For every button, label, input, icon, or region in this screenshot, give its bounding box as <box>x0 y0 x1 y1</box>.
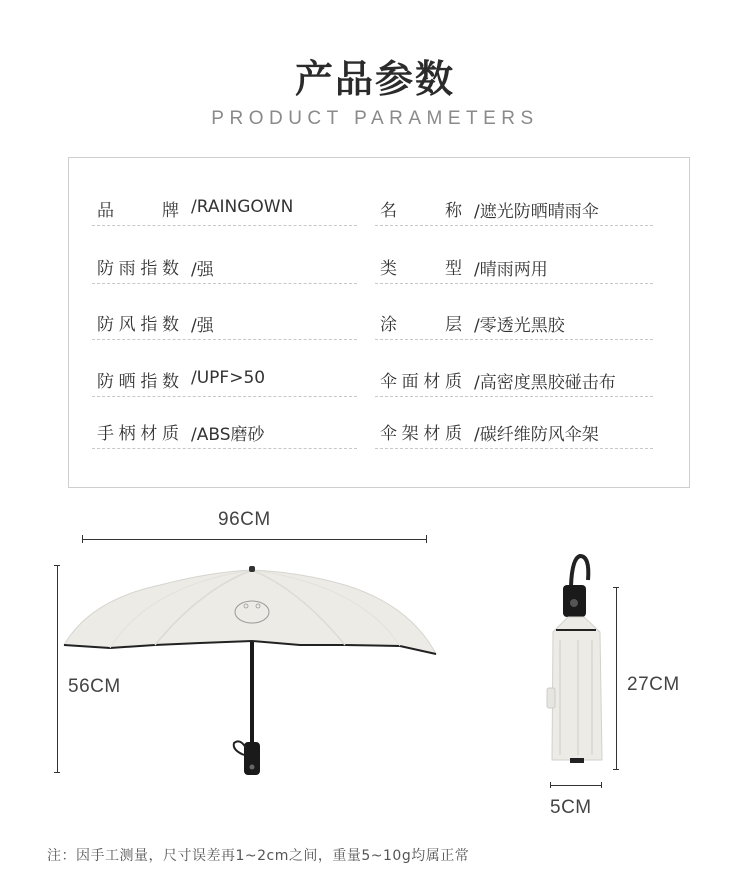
param-label: 品牌 <box>97 201 179 221</box>
param-value: /零透光黑胶 <box>474 316 565 336</box>
dimension-open-width: 96CM <box>218 509 271 530</box>
param-label: 防风指数 <box>97 315 179 335</box>
param-label: 涂层 <box>380 315 462 335</box>
param-value: /UPF>50 <box>191 368 266 388</box>
param-label: 手柄材质 <box>97 424 179 444</box>
folded-width-tick-left <box>550 782 551 788</box>
folded-height-tick-bottom <box>613 769 619 770</box>
folded-width-tick-right <box>601 782 602 788</box>
param-value: /高密度黑胶碰击布 <box>474 373 616 393</box>
param-label: 名称 <box>380 201 462 221</box>
folded-width-measure-line <box>550 785 602 786</box>
param-label: 防晒指数 <box>97 372 179 392</box>
param-label: 类型 <box>380 259 462 279</box>
param-value: /RAINGOWN <box>191 197 294 217</box>
param-label: 伞面材质 <box>380 372 462 392</box>
dimension-open-height: 56CM <box>68 676 121 697</box>
page-subtitle: PRODUCT PARAMETERS <box>211 108 539 129</box>
param-value: /强 <box>191 260 214 280</box>
folded-height-measure-line <box>616 587 617 770</box>
param-label: 防雨指数 <box>97 259 179 279</box>
measurement-note: 注：因手工测量，尺寸误差再1~2cm之间，重量5~10g均属正常 <box>47 848 470 864</box>
param-value: /晴雨两用 <box>474 260 548 280</box>
dimension-folded-height: 27CM <box>627 674 680 695</box>
param-value: /强 <box>191 316 214 336</box>
param-value: /碳纤维防风伞架 <box>474 425 599 445</box>
param-value: /ABS磨砂 <box>191 425 265 445</box>
param-label: 伞架材质 <box>380 424 462 444</box>
page-title: 产品参数 <box>294 57 455 101</box>
param-value: /遮光防晒晴雨伞 <box>474 202 599 222</box>
folded-height-tick-top <box>613 587 619 588</box>
folded-umbrella-handle <box>563 556 588 617</box>
folded-umbrella-body <box>547 617 602 763</box>
dimension-folded-width: 5CM <box>550 797 592 818</box>
